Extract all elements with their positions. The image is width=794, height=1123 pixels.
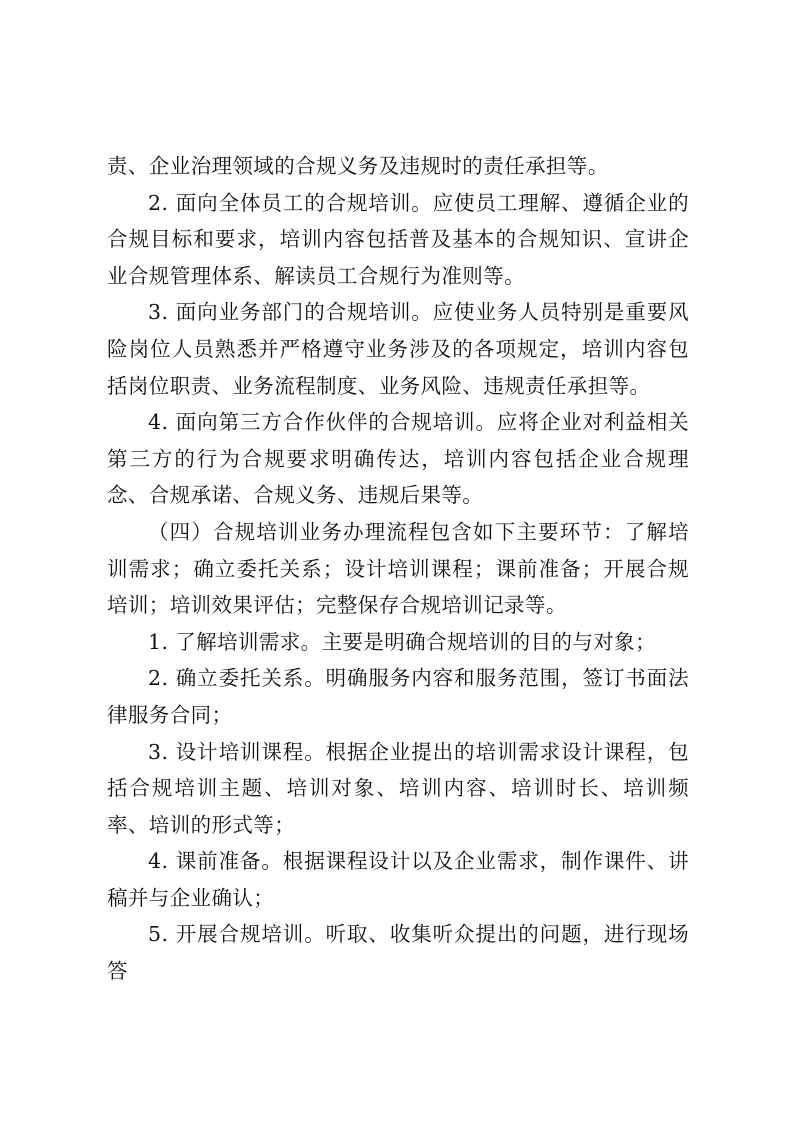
paragraph-training-business-departments: 3. 面向业务部门的合规培训。应使业务人员特别是重要风险岗位人员熟悉并严格遵守业务涉及的各项规定，培训内容包括岗位职责、业务流程制度、业务风险、违规责任承担等。 (107, 300, 689, 398)
paragraph-continuation: 责、企业治理领域的合规义务及违规时的责任承担等。 (107, 154, 609, 178)
paragraph-step-conduct-training: 5. 开展合规培训。听取、收集听众提出的问题，进行现场答 (107, 922, 689, 984)
paragraph-training-all-employees: 2. 面向全体员工的合规培训。应使员工理解、遵循企业的合规目标和要求，培训内容包括普及基本的合规知识、宣讲企业合规管理体系、解读员工合规行为准则等。 (107, 190, 689, 288)
document-body (107, 148, 689, 990)
paragraph-step-understand-needs: 1. 了解培训需求。主要是明确合规培训的目的与对象； (148, 629, 656, 654)
paragraph-training-third-parties: 4. 面向第三方合作伙伴的合规培训。应将企业对利益相关第三方的行为合规要求明确传达，培训内容包括企业合规理念、合规承诺、合规义务、违规后果等。 (107, 410, 689, 508)
paragraph-section-four-process: （四）合规培训业务办理流程包含如下主要环节：了解培训需求；确立委托关系；设计培训课程；课前准备；开展合规培训；培训效果评估；完整保存合规培训记录等。 (107, 519, 689, 618)
paragraph-step-design-course: 3. 设计培训课程。根据企业提出的培训需求设计课程，包括合规培训主题、培训对象、培训内容、培训时长、培训频率、培训的形式等； (107, 739, 689, 837)
paragraph-step-establish-engagement: 2. 确立委托关系。明确服务内容和服务范围，签订书面法律服务合同； (107, 666, 689, 727)
paragraph-step-preparation: 4. 课前准备。根据课程设计以及企业需求，制作课件、讲稿并与企业确认； (107, 849, 689, 910)
